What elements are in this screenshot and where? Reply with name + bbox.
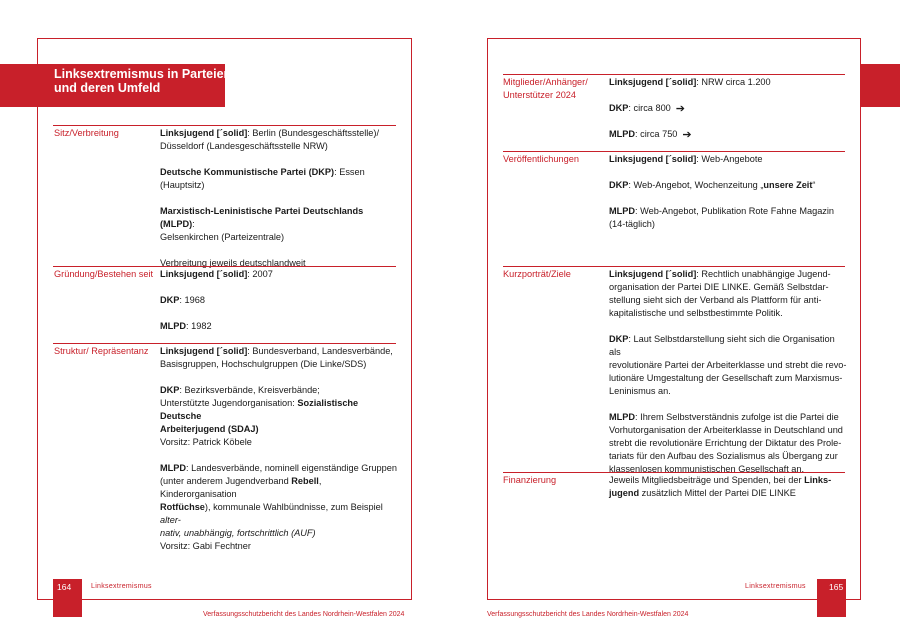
right-running-head: Linksextremismus [745, 583, 806, 590]
right-page-number: 165 [829, 582, 844, 592]
label-gruendung: Gründung/Bestehen seit [54, 269, 154, 279]
content-mitglieder: Linksjugend [´solid]: NRW circa 1.200 DKP: circa 800 ➔ MLPD: circa 750 ➔ [609, 77, 771, 141]
arrow-right-icon: ➔ [682, 129, 692, 141]
rule-gruendung [53, 266, 396, 267]
content-struktur: Linksjugend [´solid]: Bundesverband, Landesverbände, Basisgruppen, Hochschulgruppen (Die Linke/SDS) DKP: Bezirksverbände, Kreisverbände; Unterstützte Jugendorganisation: Sozialistische Deutsche Arbeiterjugend (SDAJ) Vorsitz: Patrick Köbele MLPD: Landesverbände, nominell eigenständige Gruppen (unter anderem Jugendverband Rebell, Kinderorganisation Rotfüchse), kommunale Wahlbündnisse, zum Beispiel alter- nativ, unabhängig, fortschrittlich (AUF) Vorsitz: Gabi Fechtner [160, 346, 397, 551]
title-line-1: Linksextremismus in Parteien [54, 67, 232, 81]
content-gruendung: Linksjugend [´solid]: 2007 DKP: 1968 MLPD: 1982 [160, 269, 273, 331]
rule-finanzierung [503, 472, 845, 473]
label-mitglieder: Mitglieder/Anhänger/ Unterstützer 2024 [503, 77, 588, 100]
left-page-title [54, 67, 231, 95]
right-edge-band [861, 64, 900, 107]
rule-veroeffentlichungen [503, 151, 845, 152]
left-footer: Verfassungsschutzbericht des Landes Nordrhein-Westfalen 2024 [203, 611, 405, 618]
rule-sitz [53, 125, 396, 126]
label-kurzportraet: Kurzporträt/Ziele [503, 269, 571, 279]
left-page-number: 164 [57, 582, 72, 592]
rule-kurzportraet [503, 266, 845, 267]
label-struktur: Struktur/ Repräsentanz [54, 346, 149, 356]
rule-struktur [53, 343, 396, 344]
arrow-right-icon: ➔ [675, 103, 686, 115]
content-sitz: Linksjugend [´solid]: Berlin (Bundesgeschäftsstelle)/ Düsseldorf (Landesgeschäftsstelle NRW) Deutsche Kommunistische Partei (DKP): Essen (Hauptsitz) Marxistisch-Leninistische Partei Deutschlands (MLPD): Gelsenkirchen (Parteizentrale) Verbreitung jeweils deutschlandweit [160, 128, 380, 268]
title-line-2: und deren Umfeld [54, 81, 161, 95]
label-veroeffentlichungen: Veröffentlichungen [503, 154, 579, 164]
content-veroeffentlichungen: Linksjugend [´solid]: Web-Angebote DKP: Web-Angebot, Wochenzeitung „unsere Zeit“ MLPD: Web-Angebot, Publikation Rote Fahne Magazin (14-täglich) [609, 154, 835, 229]
left-running-head: Linksextremismus [91, 583, 152, 590]
content-kurzportraet: Linksjugend [´solid]: Rechtlich unabhängige Jugend- organisation der Partei DIE LINKE. Gemäß Selbstdar- stellung sieht sich der Verband als Plattform für anti- kapitalistische und selbstbestimmte Politik. DKP: Laut Selbstdarstellung sieht sich die Organisation als revolutionäre Partei der Arbeiterklasse und strebt die revo- lutionäre Umgestaltung der Gesellschaft zum Marxismus- Leninismus an. MLPD: Ihrem Selbstverständnis zufolge ist die Partei die Vorhutorganisation der Arbeiterklasse in Deutschland und strebt die revolutionäre Errichtung der Diktatur des Prole- tariats für den Aufbau des Sozialismus als Übergang zur klassenlosen kommunistischen Gesellschaft an. [609, 269, 847, 474]
content-finanzierung: Jeweils Mitgliedsbeiträge und Spenden, bei der Links- jugend zusätzlich Mittel der Partei DIE LINKE [609, 475, 832, 498]
label-finanzierung: Finanzierung [503, 475, 557, 485]
label-sitz: Sitz/Verbreitung [54, 128, 119, 138]
right-footer: Verfassungsschutzbericht des Landes Nordrhein-Westfalen 2024 [487, 611, 689, 618]
rule-mitglieder [503, 74, 845, 75]
